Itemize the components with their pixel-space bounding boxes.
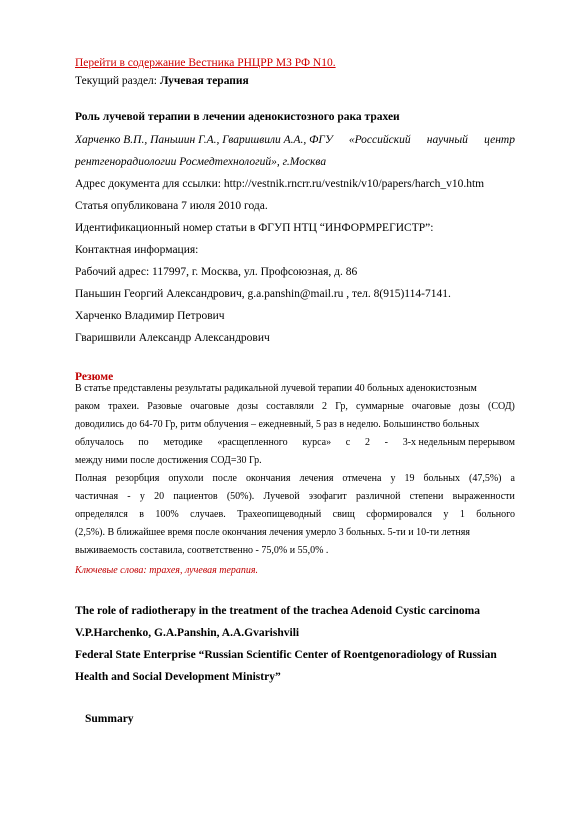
resume-word: 1 [459, 509, 465, 520]
resume-line [75, 436, 515, 449]
authors-text: центр [484, 134, 515, 146]
resume-word: курса» [302, 437, 332, 448]
resume-word: частичная [75, 491, 119, 502]
contact-label: Контактная информация: [75, 244, 199, 256]
resume-word: 2 [322, 401, 328, 412]
resume-word: определялся [75, 509, 128, 520]
article-title: Роль лучевой терапии в лечении аденокистозного рака трахеи [75, 111, 400, 123]
resume-word: у [390, 473, 396, 484]
address-line: Адрес документа для ссылки: http://vestnik.rncrr.ru/vestnik/v10/papers/harch_v10.htm [75, 178, 485, 190]
resume-line [75, 418, 515, 431]
resume-line [75, 454, 515, 467]
authors-line-2: рентгенорадиологии Росмедтехнологий», г.Москва [75, 156, 327, 168]
resume-word: случаев. [190, 509, 226, 520]
english-affiliation-2: Health and Social Development Ministry” [75, 671, 281, 683]
resume-word: степени [409, 491, 444, 502]
resume-word: между ними после достижения СОД=30 Гр. [75, 455, 262, 466]
resume-word: 100% [155, 509, 179, 520]
resume-word: больных [423, 473, 461, 484]
resume-word: трахеи. [108, 401, 140, 412]
authors-text: Харченко В.П., Паньшин Г.А., Гваришвили А.А., ФГУ [75, 134, 333, 146]
resume-word: Гр, [335, 401, 348, 412]
resume-word: больного [476, 509, 515, 520]
authors-line-1 [75, 133, 515, 147]
resume-word: сформировался [366, 509, 432, 520]
resume-word: окончания [245, 473, 291, 484]
resume-word: - [127, 491, 131, 502]
resume-word: резорбция [115, 473, 160, 484]
resume-word: раком [75, 401, 100, 412]
resume-line [75, 544, 515, 557]
resume-line [75, 526, 515, 539]
resume-word: Разовые [147, 401, 183, 412]
summary-heading: Summary [85, 713, 134, 725]
resume-word: «расщепленного [217, 437, 288, 448]
resume-word: доводились до 64-70 Гр, ритм облучения – ежедневный, 5 раз в неделю. Большинство больных [75, 419, 480, 430]
author-name: Харченко Владимир Петрович [75, 310, 225, 322]
resume-word: у [443, 509, 449, 520]
resume-word: облучалось [75, 437, 124, 448]
resume-word: лечения [299, 473, 334, 484]
resume-word: эзофагит [308, 491, 347, 502]
id-line: Идентификационный номер статьи в ФГУП НТЦ “ИНФОРМРЕГИСТР”: [75, 222, 434, 234]
section-name: Лучевая терапия [159, 75, 249, 87]
resume-word: у [139, 491, 145, 502]
resume-line [75, 472, 515, 485]
resume-word: методике [163, 437, 203, 448]
keywords: Ключевые слова: трахея, лучевая терапия. [75, 565, 259, 576]
current-section [75, 74, 249, 88]
resume-line [75, 382, 515, 395]
resume-word: 2 [364, 437, 370, 448]
toc-link[interactable]: Перейти в содержание Вестника РНЦРР МЗ РФ N10. [75, 57, 336, 69]
resume-word: по [138, 437, 149, 448]
resume-word: (2,5%). В ближайшее время после окончания лечения умерло 3 больных. 5-ти и 10-ти летняя [75, 527, 470, 538]
resume-word: Трахеопищеводный [237, 509, 322, 520]
resume-word: очаговые [190, 401, 230, 412]
resume-word: после [212, 473, 237, 484]
resume-word: (50%). [226, 491, 255, 502]
resume-word: 19 [404, 473, 415, 484]
resume-heading: Резюме [75, 371, 114, 383]
resume-word: различной [355, 491, 401, 502]
author-name: Гваришвили Александр Александрович [75, 332, 270, 344]
resume-word: опухоли [168, 473, 204, 484]
resume-word: дозы [237, 401, 259, 412]
resume-word: пациентов [173, 491, 218, 502]
resume-word: составляли [266, 401, 314, 412]
resume-word: Полная [75, 473, 107, 484]
resume-word: (СОД) [487, 401, 515, 412]
resume-word: 3-х недельным перерывом [402, 437, 515, 448]
resume-word: в [139, 509, 144, 520]
contact-person: Паньшин Георгий Александрович, g.a.panshin@mail.ru , тел. 8(915)114-7141. [75, 288, 451, 300]
resume-line [75, 508, 515, 521]
resume-word: очаговые [411, 401, 451, 412]
resume-word: выживаемость составила, соответственно - 75,0% и 55,0% . [75, 545, 329, 556]
resume-word: свищ [332, 509, 355, 520]
section-prefix: Текущий раздел: [75, 75, 160, 87]
work-address: Рабочий адрес: 117997, г. Москва, ул. Профсоюзная, д. 86 [75, 266, 358, 278]
published-date: Статья опубликована 7 июля 2010 года. [75, 200, 268, 212]
english-affiliation-1: Federal State Enterprise “Russian Scientific Center of Roentgenoradiology of Russian [75, 649, 497, 661]
authors-text: «Российский [348, 134, 411, 146]
english-authors: V.P.Harchenko, G.A.Panshin, A.A.Gvarishvili [75, 627, 300, 639]
resume-line [75, 490, 515, 503]
resume-word: отмечена [342, 473, 382, 484]
english-title: The role of radiotherapy in the treatment of the trachea Adenoid Cystic carcinoma [75, 605, 480, 617]
resume-word: суммарные [356, 401, 404, 412]
resume-word: Лучевой [263, 491, 300, 502]
resume-word: а [510, 473, 515, 484]
resume-word: В статье представлены результаты радикальной лучевой терапии 40 больных аденокистозным [75, 383, 477, 394]
resume-word: 20 [154, 491, 165, 502]
resume-word: - [384, 437, 388, 448]
resume-word: дозы [459, 401, 480, 412]
resume-word: (47,5%) [469, 473, 502, 484]
authors-text: научный [426, 134, 468, 146]
resume-word: выраженности [452, 491, 515, 502]
resume-word: с [345, 437, 351, 448]
resume-line [75, 400, 515, 413]
